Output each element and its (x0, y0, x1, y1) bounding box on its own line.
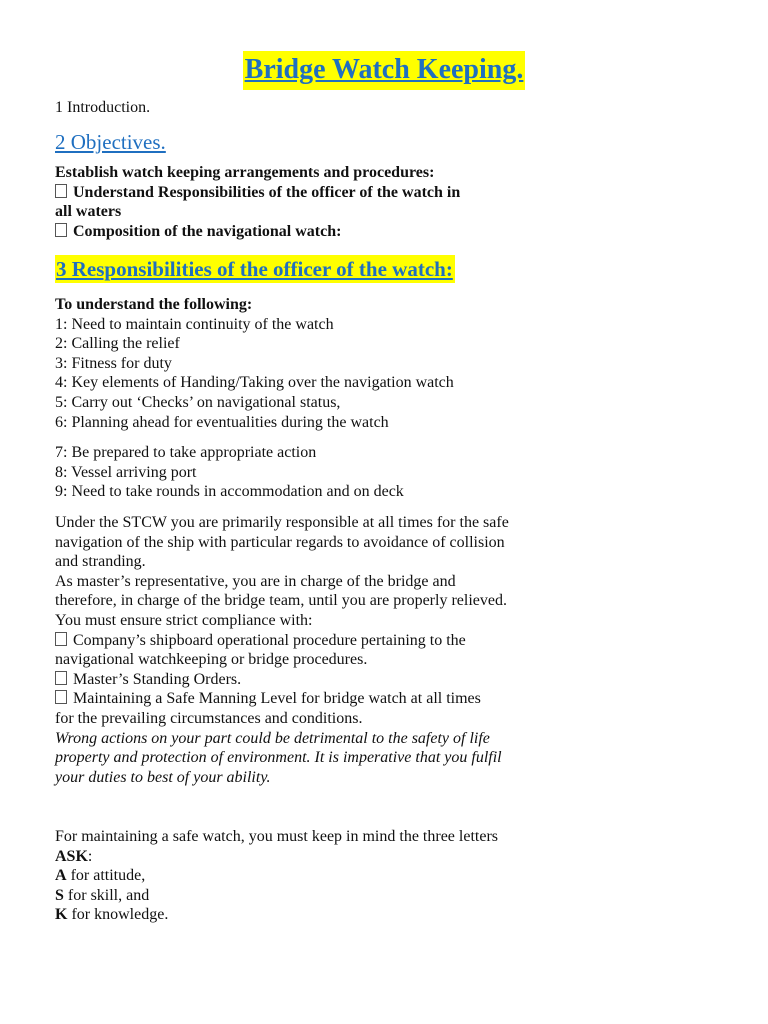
checkbox-glyph-icon (55, 671, 67, 685)
intro-line: 1 Introduction. (55, 99, 151, 116)
ask-item: K for knowledge. (55, 906, 169, 924)
ask-item: A for attitude, (55, 867, 146, 885)
list-item: 2: Calling the relief (55, 335, 180, 353)
stcw-section (55, 513, 755, 787)
intro-section (55, 98, 755, 118)
body-line: You must ensure strict compliance with: (55, 611, 313, 629)
title-container (0, 51, 768, 90)
body-line: navigation of the ship with particular regards to avoidance of collision (55, 533, 505, 551)
warning-line: Wrong actions on your part could be detrimental to the safety of life (55, 729, 490, 747)
ask-word: ASK (55, 847, 88, 865)
list-item: 1: Need to maintain continuity of the watch (55, 315, 334, 333)
bullet-item: Master’s Standing Orders. (55, 670, 755, 690)
bullet-item: Company’s shipboard operational procedure pertaining to the (55, 631, 755, 651)
bullet-item-cont: for the prevailing circumstances and conditions. (55, 709, 363, 727)
responsibilities-heading: 3 Responsibilities of the officer of the watch: (56, 257, 453, 281)
body-line: therefore, in charge of the bridge team, until you are properly relieved. (55, 592, 507, 610)
responsibilities-section (55, 255, 755, 283)
warning-line: your duties to best of your ability. (55, 768, 271, 786)
page-title: Bridge Watch Keeping. (243, 51, 526, 90)
objectives-section (55, 129, 755, 241)
list-item: 5: Carry out ‘Checks’ on navigational status, (55, 393, 341, 411)
responsibilities-list-b (55, 443, 755, 502)
list-item: 6: Planning ahead for eventualities during the watch (55, 413, 389, 431)
objectives-item-1-cont: all waters (55, 203, 122, 221)
ask-word-line: ASK: (55, 847, 93, 865)
checkbox-glyph-icon (55, 690, 67, 704)
checkbox-glyph-icon (55, 632, 67, 646)
objectives-heading: 2 Objectives. (55, 130, 166, 154)
list-item: 4: Key elements of Handing/Taking over the navigation watch (55, 374, 454, 392)
responsibilities-list-a (55, 295, 755, 432)
bullet-item: Maintaining a Safe Manning Level for bridge watch at all times (55, 689, 755, 709)
checkbox-glyph-icon (55, 223, 67, 237)
body-line: and stranding. (55, 553, 146, 571)
bullet-item-cont: navigational watchkeeping or bridge procedures. (55, 651, 368, 669)
list-item: 9: Need to take rounds in accommodation and on deck (55, 483, 404, 501)
checkbox-glyph-icon (55, 184, 67, 198)
objectives-item-2: Composition of the navigational watch: (55, 222, 755, 242)
list-item: 8: Vessel arriving port (55, 463, 197, 481)
ask-intro: For maintaining a safe watch, you must keep in mind the three letters (55, 828, 498, 845)
responsibilities-lead: To understand the following: (55, 296, 253, 313)
ask-section (55, 827, 755, 925)
objectives-lead: Establish watch keeping arrangements and procedures: (55, 164, 435, 181)
body-line: Under the STCW you are primarily responsible at all times for the safe (55, 514, 509, 531)
list-item: 7: Be prepared to take appropriate action (55, 444, 317, 461)
ask-item: S for skill, and (55, 886, 150, 904)
list-item: 3: Fitness for duty (55, 354, 172, 372)
body-line: As master’s representative, you are in charge of the bridge and (55, 572, 456, 590)
objectives-item-1: Understand Responsibilities of the officer of the watch in (55, 183, 755, 203)
warning-line: property and protection of environment. It is imperative that you fulfil (55, 749, 502, 767)
